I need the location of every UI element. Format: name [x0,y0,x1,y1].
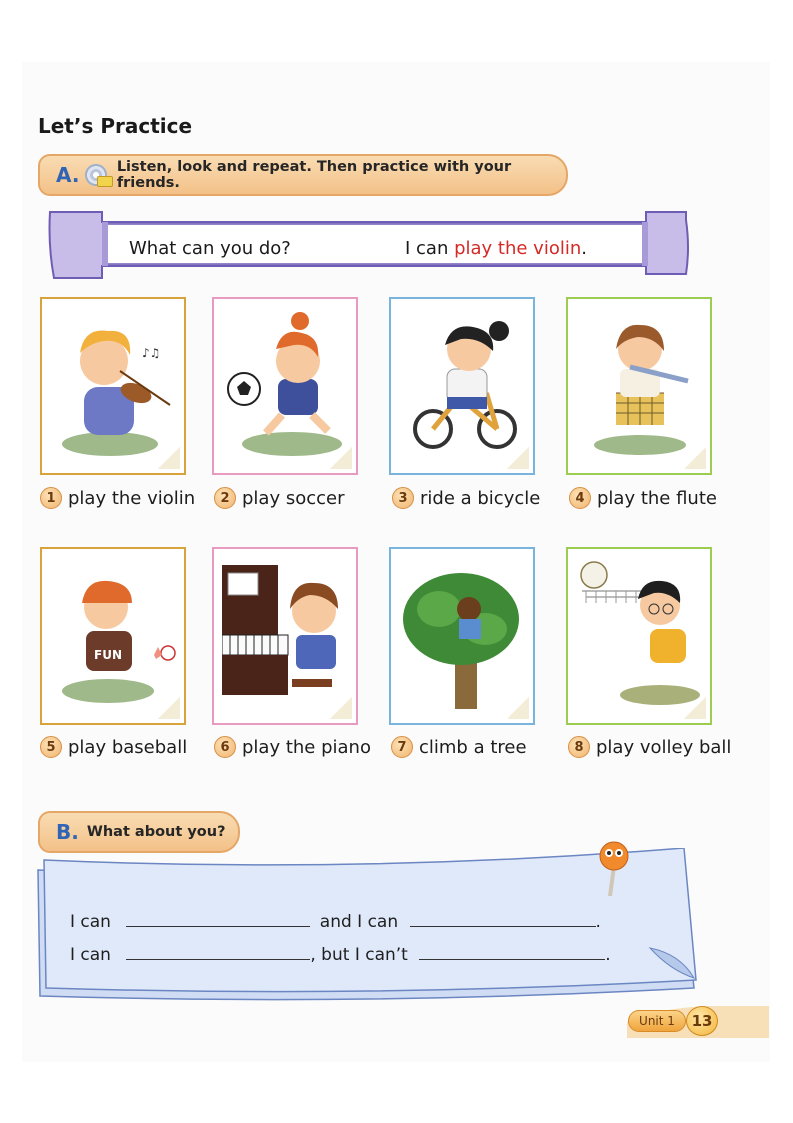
activity-caption-6 [214,736,371,758]
activity-label: play soccer [242,487,345,509]
number-badge: 8 [568,736,590,758]
part-b-banner [38,811,240,853]
activity-card-piano[interactable] [212,547,358,725]
line2-middle: , but I can’t [310,945,408,965]
activity-card-volleyball[interactable] [566,547,712,725]
violin-illustration [50,309,176,459]
answer-blank-1[interactable] [126,924,310,927]
lollipop-pin-icon [594,838,630,898]
number-badge: 4 [569,487,591,509]
page-fold [684,447,706,469]
page-fold [507,447,529,469]
page-fold [684,697,706,719]
activity-label: play the flute [597,487,717,509]
page-fold [158,697,180,719]
answer-blank-3[interactable] [126,957,310,960]
line2-start: I can [70,945,111,965]
activity-caption-3 [392,487,540,509]
baseball-illustration [50,559,176,709]
activity-caption-2 [214,487,345,509]
dialogue-answer [405,238,587,259]
piano-illustration [222,559,348,709]
number-badge: 7 [391,736,413,758]
answer-suffix: . [581,238,587,259]
bicycle-illustration [399,309,525,459]
activity-card-soccer[interactable] [212,297,358,475]
writing-line-2 [70,945,611,965]
svg-text:FUN: FUN [94,648,122,662]
line1-end: . [595,912,601,932]
activity-label: play baseball [68,736,188,758]
activity-caption-5 [40,736,187,758]
activity-label: ride a bicycle [420,487,541,509]
activity-card-baseball[interactable] [40,547,186,725]
activity-card-bicycle[interactable] [389,297,535,475]
line2-end: . [605,945,611,965]
answer-blank-2[interactable] [410,924,596,927]
section-title: Let’s Practice [38,114,193,138]
line1-middle: and I can [319,912,399,932]
number-badge: 3 [392,487,414,509]
activity-label: play the piano [242,736,371,758]
line1-start: I can [70,912,111,932]
page-fold [330,697,352,719]
activity-caption-8 [568,736,731,758]
answer-prefix: I can [405,238,455,259]
activity-caption-4 [569,487,717,509]
activity-card-violin[interactable] [40,297,186,475]
number-badge: 1 [40,487,62,509]
svg-text:♪♫: ♪♫ [142,346,161,360]
part-a-instruction: Listen, look and repeat. Then practice with your friends. [116,159,512,191]
number-badge: 5 [40,736,62,758]
volleyball-illustration [576,559,702,709]
answer-highlight: play the violin [454,238,582,259]
page-fold [330,447,352,469]
unit-label: Unit 1 [628,1010,686,1032]
activity-card-flute[interactable] [566,297,712,475]
part-a-banner [38,154,568,196]
activity-label: climb a tree [419,736,527,758]
tree-illustration [399,559,525,709]
page-fold [507,697,529,719]
activity-label: play volley ball [596,736,732,758]
activity-label: play the violin [68,487,196,509]
soccer-illustration [222,309,348,459]
flute-illustration [576,309,702,459]
answer-blank-4[interactable] [419,957,605,960]
number-badge: 2 [214,487,236,509]
activity-caption-7 [391,736,527,758]
dialogue-question: What can you do? [129,238,291,259]
activity-card-tree[interactable] [389,547,535,725]
number-badge: 6 [214,736,236,758]
part-b-instruction: What about you? [86,824,226,840]
audio-cd-icon[interactable] [85,164,106,186]
part-a-letter: A. [56,163,80,187]
page-fold [158,447,180,469]
page-number: 13 [686,1006,718,1036]
activity-caption-1 [40,487,195,509]
part-b-letter: B. [56,820,79,844]
writing-line-1 [70,912,601,932]
